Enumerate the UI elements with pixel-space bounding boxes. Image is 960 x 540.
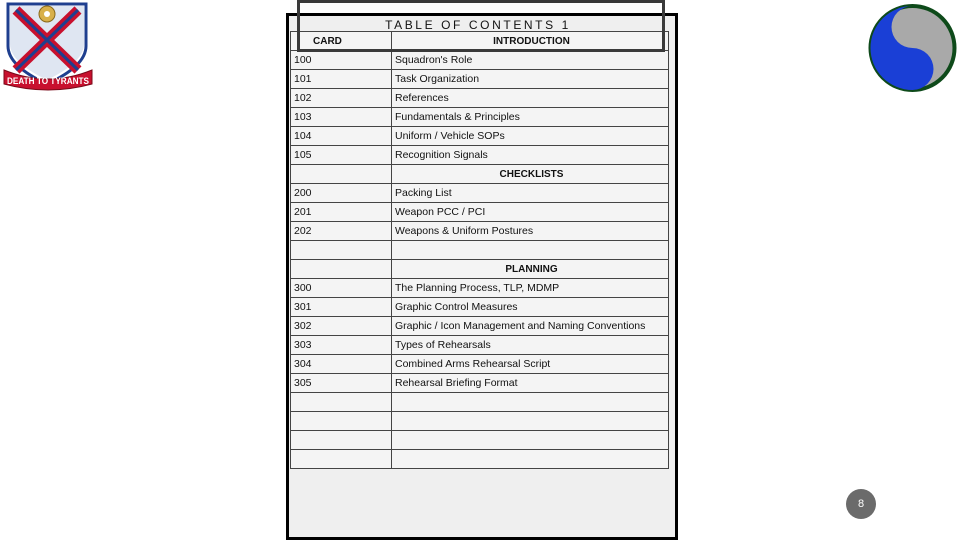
card-title [392, 393, 669, 412]
card-number [291, 393, 392, 412]
section-header-introduction: INTRODUCTION [392, 32, 669, 51]
card-number: 102 [291, 89, 392, 108]
card-title: Graphic Control Measures [392, 298, 669, 317]
card-number: 105 [291, 146, 392, 165]
card-number: 101 [291, 70, 392, 89]
card-number [291, 450, 392, 469]
card-number: 103 [291, 108, 392, 127]
card-number: 303 [291, 336, 392, 355]
toc-row [291, 317, 669, 336]
page-number-badge: 8 [846, 489, 876, 519]
card-number [291, 241, 392, 260]
toc-table [290, 31, 669, 469]
toc-row [291, 146, 669, 165]
division-patch-right [866, 3, 959, 93]
card-title: Types of Rehearsals [392, 336, 669, 355]
card-number: 100 [291, 51, 392, 70]
toc-row [291, 108, 669, 127]
toc-row [291, 431, 669, 450]
card-column-header: CARD [291, 32, 392, 51]
card-title: Task Organization [392, 70, 669, 89]
card-number [291, 260, 392, 279]
toc-row [291, 222, 669, 241]
card-number: 200 [291, 184, 392, 203]
toc-row [291, 298, 669, 317]
card-title: Weapons & Uniform Postures [392, 222, 669, 241]
toc-row [291, 51, 669, 70]
card-number: 300 [291, 279, 392, 298]
card-number: 201 [291, 203, 392, 222]
card-title: Uniform / Vehicle SOPs [392, 127, 669, 146]
toc-row [291, 374, 669, 393]
card-number: 301 [291, 298, 392, 317]
card-title: References [392, 89, 669, 108]
section-title: PLANNING [392, 260, 669, 279]
crest-motto: DEATH TO TYRANTS [7, 76, 89, 86]
card-title: Fundamentals & Principles [392, 108, 669, 127]
toc-row [291, 393, 669, 412]
card-title: Combined Arms Rehearsal Script [392, 355, 669, 374]
card-number [291, 412, 392, 431]
card-title [392, 431, 669, 450]
toc-section-row [291, 165, 669, 184]
card-number [291, 431, 392, 450]
toc-title: TABLE OF CONTENTS 1 [385, 18, 571, 32]
toc-row [291, 355, 669, 374]
section-title: CHECKLISTS [392, 165, 669, 184]
card-title [392, 412, 669, 431]
card-title [392, 450, 669, 469]
card-title: Graphic / Icon Management and Naming Conventions [392, 317, 669, 336]
card-number: 305 [291, 374, 392, 393]
toc-row [291, 412, 669, 431]
toc-row [291, 89, 669, 108]
card-title: Rehearsal Briefing Format [392, 374, 669, 393]
toc-row [291, 241, 669, 260]
toc-row [291, 336, 669, 355]
card-title: Recognition Signals [392, 146, 669, 165]
toc-section-row [291, 260, 669, 279]
card-title: Weapon PCC / PCI [392, 203, 669, 222]
card-number: 202 [291, 222, 392, 241]
card-number: 304 [291, 355, 392, 374]
card-title: The Planning Process, TLP, MDMP [392, 279, 669, 298]
card-title [392, 241, 669, 260]
card-number: 302 [291, 317, 392, 336]
toc-row [291, 203, 669, 222]
toc-row [291, 279, 669, 298]
toc-row [291, 450, 669, 469]
card-number: 104 [291, 127, 392, 146]
card-title: Squadron's Role [392, 51, 669, 70]
toc-row [291, 70, 669, 89]
card-number [291, 165, 392, 184]
unit-crest-left [0, 0, 96, 94]
toc-row [291, 184, 669, 203]
toc-row [291, 127, 669, 146]
card-title: Packing List [392, 184, 669, 203]
